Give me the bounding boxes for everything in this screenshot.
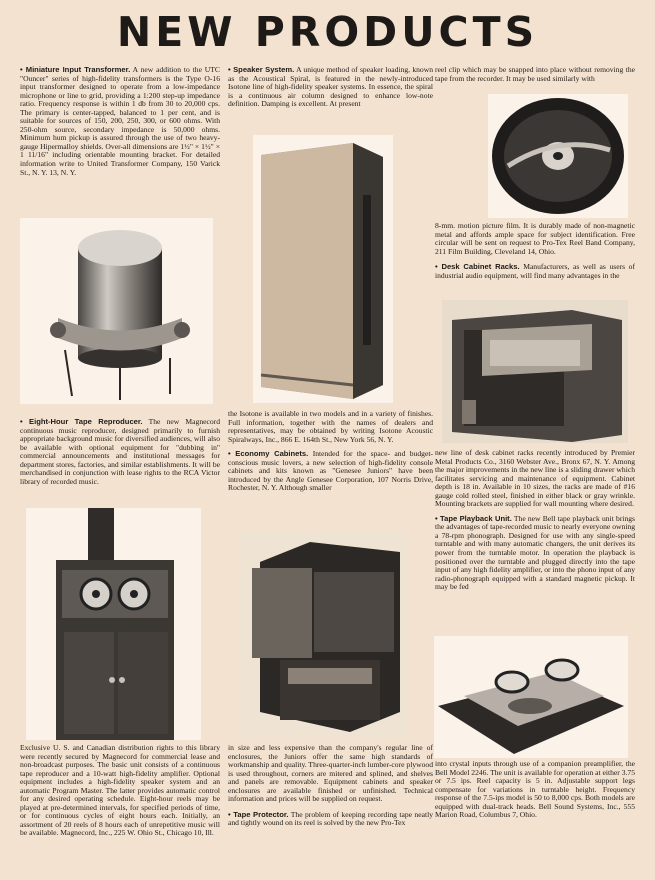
column-right-middle — [435, 449, 635, 592]
article-cabinets-continued: in size and less expensive than the company's regular line of enclosures, the Juniors offer the same high standards of workmanship and quality. Three-quarter-inch lumber-core plywood is used throughout, corners are mitered and splined, and shelves and panels are removable. Equipment cabinets and speaker enclosures are available finished or unfinished. Technical information and prices will be supplied on request. — [228, 743, 433, 804]
article-heading: • Speaker System. — [228, 65, 295, 74]
article-racks-continued: new line of desk cabinet racks recently introduced by Premier Metal Products Co., 3160 Webster Ave., Bronx 67, N. Y. Among the major improvements in the new line is a sliding drawer which facilitates servicing and maintenance of equipment. Cabinet depth is 18 in. Available in 10 sizes, the racks are made of #16 gauge cold rolled steel, finished in either black or gray wrinkle. Mounting brackets are supplied for wall mounting where desired. — [435, 448, 635, 509]
cabinets-photo — [240, 532, 408, 738]
article-body: Manufacturers, as well as users of industrial audio equipment, will find many advantages in the — [435, 262, 636, 280]
article-reproducer — [20, 418, 220, 486]
reproducer-photo — [26, 508, 201, 740]
article-heading: • Desk Cabinet Racks. — [435, 262, 520, 272]
article-reproducer-continued: Exclusive U. S. and Canadian distribution rights to this library were recently secured by Magnecord for commercial lease and non-broadcast purposes. The basic unit consists of a continuous tape reproducer and a 10-watt high-fidelity amplifier. Optional equipment includes a high-fidelity speaker system and an automatic Program Master. The latter provides automatic control for any desired operating schedule. Eight-hour reels may be played at pre-determined intervals, for specified periods of time, or for continuous cycles of eight hours each. Initially, an assortment of 20 reels of 8 hours each of unrepetitive music will be available. Magnecord, Inc., 225 W. Ohio St., Chicago 10, Ill. — [20, 743, 220, 838]
column-middle — [228, 66, 433, 109]
article-playback — [435, 515, 635, 592]
article-heading: • Miniature Input Transformer. — [20, 65, 131, 74]
article-protector — [228, 811, 433, 828]
article-heading: • Economy Cabinets. — [228, 449, 309, 459]
reel-photo — [488, 94, 628, 218]
article-transformer — [20, 66, 220, 177]
article-heading: • Tape Playback Unit. — [435, 513, 512, 523]
column-middle-lower — [228, 410, 433, 493]
article-cabinets — [228, 450, 433, 493]
article-heading: • Tape Protector. — [228, 809, 289, 819]
column-middle-bottom — [228, 744, 433, 828]
column-left-bottom — [20, 744, 220, 838]
column-right-bottom — [435, 760, 635, 820]
article-body: Intended for the space- and budget-conscious music lovers, a new selection of high-fidelity console cabinets and kits known as "Genesee Juniors" have been introduced by the Angle Genesee Corporation, 107 Norris Drive, Rochester, N. Y. Although smaller — [228, 449, 433, 493]
article-reel: reel clip which may be snapped into place without removing the tape from the recorder. It may be used similarly with — [435, 65, 635, 83]
page-title: NEW PRODUCTS — [116, 8, 539, 56]
transformer-photo — [20, 218, 213, 404]
article-heading: • Eight-Hour Tape Reproducer. — [20, 417, 143, 426]
column-right — [435, 66, 635, 83]
article-playback-continued: into crystal inputs through use of a companion preamplifier, the Bell Model 2246. The unit is available for operation at either 3.75 or 7.5 ips. Reel capacity is 5 in. Adjustable support legs compensate for variations in turntable height. Frequency response of the 7.5-ips model is 50 to 8,000 cps. Both models are equipped with dual-track heads. Bell Sound Systems, Inc., 555 Marion Road, Columbus 7, Ohio. — [435, 759, 635, 820]
speaker-photo — [253, 135, 393, 403]
column-right-upper — [435, 222, 635, 280]
playback-photo — [434, 636, 628, 758]
column-left-lower — [20, 418, 220, 486]
column-left — [20, 66, 220, 177]
article-body: The new Bell tape playback unit brings the advantages of tape-recorded music to nearly everyone owning a 78-rpm phonograph. Designed for use with any single-speed turntable and with many automatic changers, the unit derives its power from the turntable motor. In operation the playback is positioned over the turntable and plugged directly into the tape input of any high fidelity amplifier, or into the phono input of any radio-phonograph equipped with a standard magnetic pickup. It may be fed — [435, 513, 636, 592]
article-body: A new addition to the UTC "Ouncer" series of high-fidelity transformers is the Type O-16 input transformer designed to operate from a low-impedance microphone or line to grid, providing a 1:200 step-up impedance ratio. Frequency response is within 1 db from 30 to 20,000 cps. The primary is center-tapped, balanced to 1 per cent, and is suitable for sources of 150, 200, 250, 300, or 600 ohms. With 250-ohm source, secondary impedance is 50,000 ohms. Minimum hum pickup is assured through the use of two heavy-gauge Hipermalloy shields. Over-all dimensions are 1½" × 1½" × 1 11/16" including orientable mounting bracket. For detailed information write to United Transformer Company, 150 Varick St., N. Y. 13, N. Y. — [20, 65, 220, 177]
article-body: A unique method of speaker loading, known as the Acoustical Spiral, is featured in the newly-introduced Isotone line of high-fidelity speaker systems. In essence, the spiral is a continuous air column designed to enhance low-note definition. Damping is excellent. At present — [228, 65, 433, 109]
article-speaker — [228, 66, 433, 109]
racks-photo — [442, 300, 628, 443]
article-speaker-continued: the Isotone is available in two models and in a variety of finishes. Full information, together with the names of dealers and representatives, may be obtained by writing Isotone Acoustic Spiralways, Inc., 866 E. 164th St., New York 56, N. Y. — [228, 409, 433, 444]
article-racks — [435, 263, 635, 280]
article-reel-continued: 8-mm. motion picture film. It is durably made of non-magnetic metal and affords ample space for subject identification. Free circular will be sent on request to Pro-Tex Reel Band Company, 211 Film Building, Cleveland 14, Ohio. — [435, 221, 635, 256]
article-body: The new Magnecord continuous music reproducer, designed primarily to furnish appropriate background music for diversified audiences, will also be available with optional equipment for "dubbing in" commercial announcements and institutional messages for department stores, factories, and similar establishments. It will be merchandised in conjunction with lease rights to the RCA Victor library of recorded music. — [20, 417, 220, 486]
article-body: The problem of keeping recording tape neatly and tightly wound on its reel is solved by the new Pro-Tex — [228, 809, 433, 828]
